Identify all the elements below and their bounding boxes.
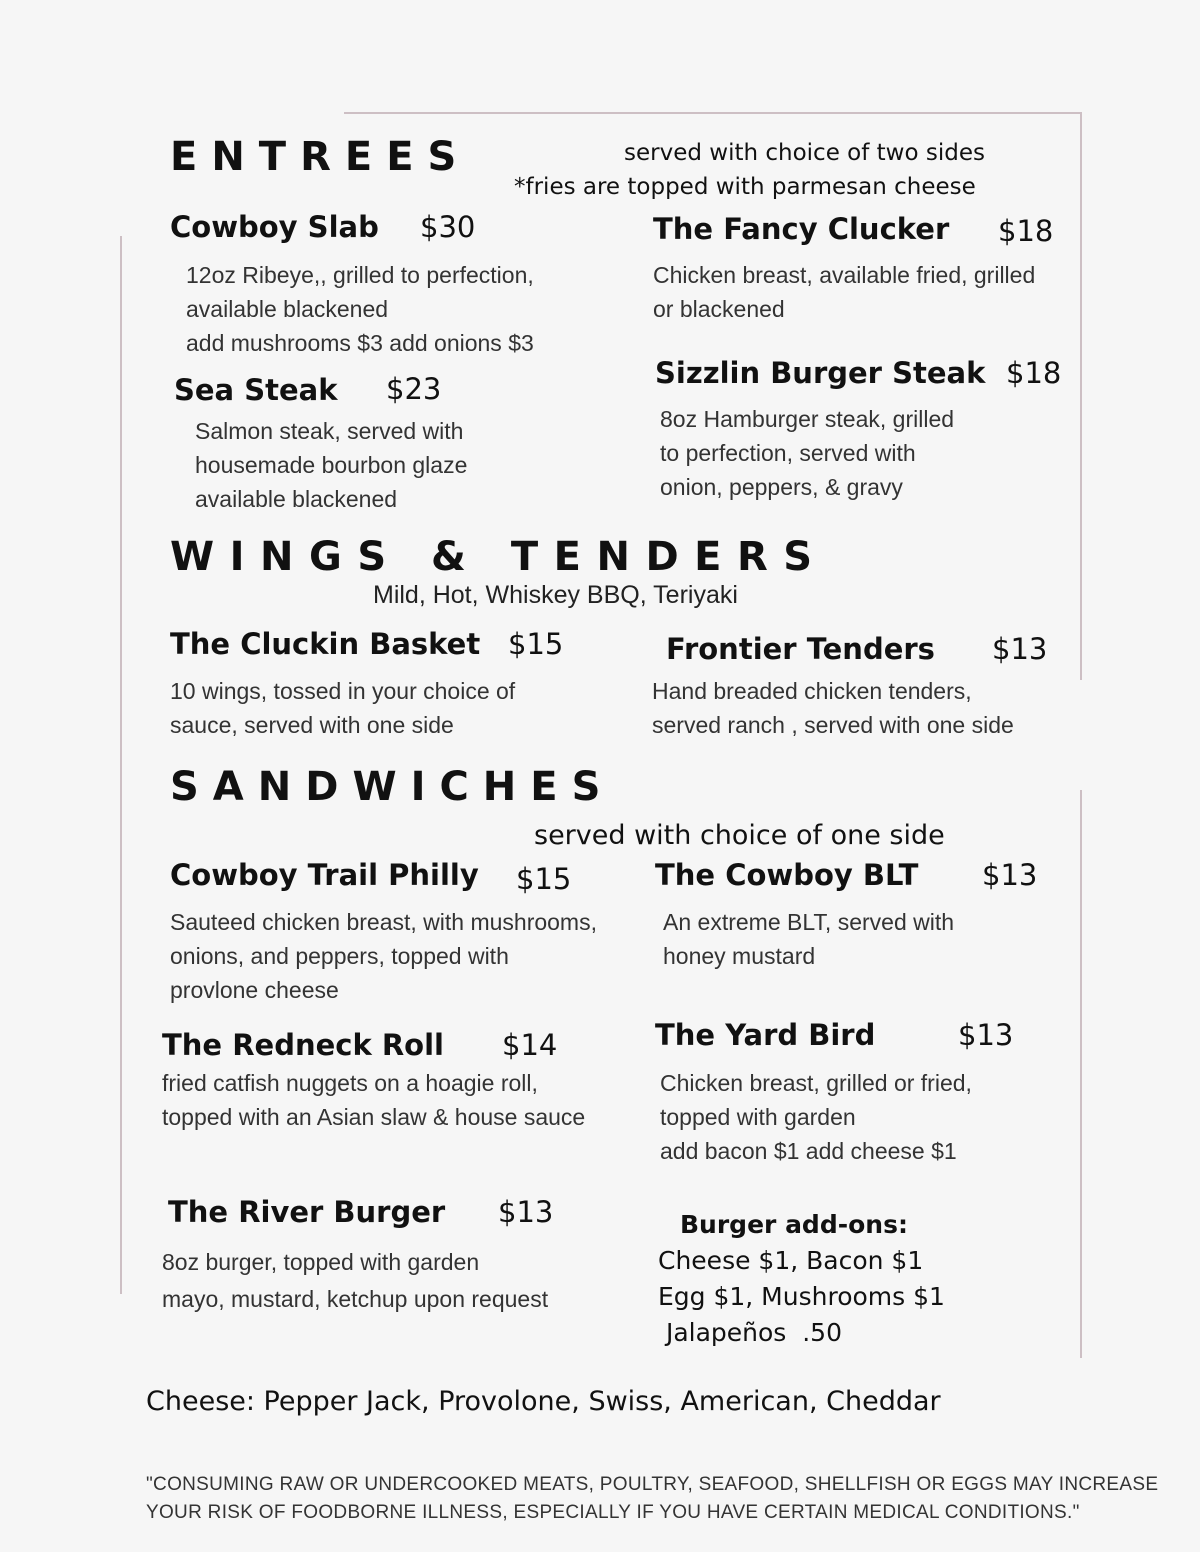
wing-sauces-list: Mild, Hot, Whiskey BBQ, Teriyaki — [373, 581, 738, 609]
entrees-heading: ENTREES — [170, 134, 471, 180]
food-safety-warning — [146, 1471, 1158, 1527]
item-description — [652, 674, 1014, 742]
description-line: add bacon $1 add cheese $1 — [660, 1138, 957, 1164]
description-line: mayo, mustard, ketchup upon request — [162, 1286, 549, 1312]
item-name: Cowboy Slab — [170, 210, 379, 244]
description-line: Hand breaded chicken tenders, — [652, 678, 972, 704]
burger-addons — [658, 1207, 945, 1351]
item-name: Frontier Tenders — [666, 632, 935, 666]
item-name: Sea Steak — [174, 373, 338, 407]
item-price: $15 — [508, 627, 564, 661]
item-description — [663, 905, 954, 973]
description-line: available blackened — [195, 486, 398, 512]
item-name: Sizzlin Burger Steak — [655, 356, 986, 390]
description-line: Salmon steak, served with — [195, 418, 464, 444]
item-name: The Cowboy BLT — [655, 858, 919, 892]
description-line: Chicken breast, available fried, grilled — [653, 262, 1036, 288]
addon-line: Jalapeños .50 — [658, 1318, 842, 1347]
warning-line: YOUR RISK OF FOODBORNE ILLNESS, ESPECIALLY IF YOU HAVE CERTAIN MEDICAL CONDITIONS." — [146, 1502, 1080, 1523]
item-price: $15 — [516, 862, 572, 896]
description-line: available blackened — [186, 296, 389, 322]
item-description — [660, 1066, 972, 1168]
addon-line: Cheese $1, Bacon $1 — [658, 1246, 924, 1275]
frame-top-line — [344, 112, 1082, 114]
item-name: The Fancy Clucker — [653, 212, 950, 246]
description-line: or blackened — [653, 296, 785, 322]
description-line: onions, and peppers, topped with — [170, 943, 509, 969]
description-line: 12oz Ribeye,, grilled to perfection, — [186, 262, 534, 288]
frame-right-line-lower — [1080, 790, 1082, 1358]
entrees-sides-note: served with choice of two sides — [624, 140, 985, 166]
description-line: Sauteed chicken breast, with mushrooms, — [170, 909, 597, 935]
description-line: Chicken breast, grilled or fried, — [660, 1070, 972, 1096]
item-description — [162, 1244, 548, 1318]
item-description — [653, 258, 1035, 326]
item-name: The Cluckin Basket — [170, 627, 481, 661]
item-description — [660, 402, 954, 504]
cheese-options: Cheese: Pepper Jack, Provolone, Swiss, American, Cheddar — [146, 1386, 941, 1417]
sandwiches-sides-note: served with choice of one side — [534, 820, 945, 851]
description-line: 10 wings, tossed in your choice of — [170, 678, 516, 704]
item-description — [170, 674, 515, 742]
item-price: $18 — [998, 214, 1054, 248]
description-line: 8oz Hamburger steak, grilled — [660, 406, 955, 432]
frame-right-line-upper — [1080, 112, 1082, 680]
wings-tenders-heading: WINGS & TENDERS — [170, 534, 828, 580]
item-name: The Redneck Roll — [162, 1028, 444, 1062]
item-name: The River Burger — [168, 1195, 446, 1229]
addon-line: Egg $1, Mushrooms $1 — [658, 1282, 945, 1311]
item-price: $13 — [498, 1195, 554, 1229]
sandwiches-heading: SANDWICHES — [170, 764, 615, 810]
description-line: fried catfish nuggets on a hoagie roll, — [162, 1070, 538, 1096]
description-line: to perfection, served with — [660, 440, 916, 466]
description-line: An extreme BLT, served with — [663, 909, 955, 935]
item-description — [162, 1066, 585, 1134]
burger-addons-title: Burger add-ons: — [680, 1210, 908, 1239]
description-line: add mushrooms $3 add onions $3 — [186, 330, 534, 356]
description-line: housemade bourbon glaze — [195, 452, 468, 478]
description-line: 8oz burger, topped with garden — [162, 1249, 480, 1275]
frame-left-line — [120, 236, 122, 1294]
description-line: served ranch , served with one side — [652, 712, 1014, 738]
item-name: Cowboy Trail Philly — [170, 858, 479, 892]
item-description — [195, 414, 467, 516]
description-line: sauce, served with one side — [170, 712, 454, 738]
warning-line: "CONSUMING RAW OR UNDERCOOKED MEATS, POULTRY, SEAFOOD, SHELLFISH OR EGGS MAY INCREASE — [146, 1474, 1159, 1495]
entrees-fries-note: *fries are topped with parmesan cheese — [514, 174, 976, 200]
description-line: topped with an Asian slaw & house sauce — [162, 1104, 586, 1130]
description-line: onion, peppers, & gravy — [660, 474, 903, 500]
description-line: honey mustard — [663, 943, 816, 969]
description-line: topped with garden — [660, 1104, 856, 1130]
item-description — [170, 905, 597, 1007]
item-price: $14 — [502, 1028, 558, 1062]
item-name: The Yard Bird — [655, 1018, 876, 1052]
item-description — [186, 258, 534, 360]
item-price: $13 — [982, 858, 1038, 892]
item-price: $23 — [386, 372, 442, 406]
item-price: $13 — [992, 632, 1048, 666]
item-price: $13 — [958, 1018, 1014, 1052]
item-price: $18 — [1006, 356, 1062, 390]
description-line: provlone cheese — [170, 977, 339, 1003]
item-price: $30 — [420, 210, 476, 244]
